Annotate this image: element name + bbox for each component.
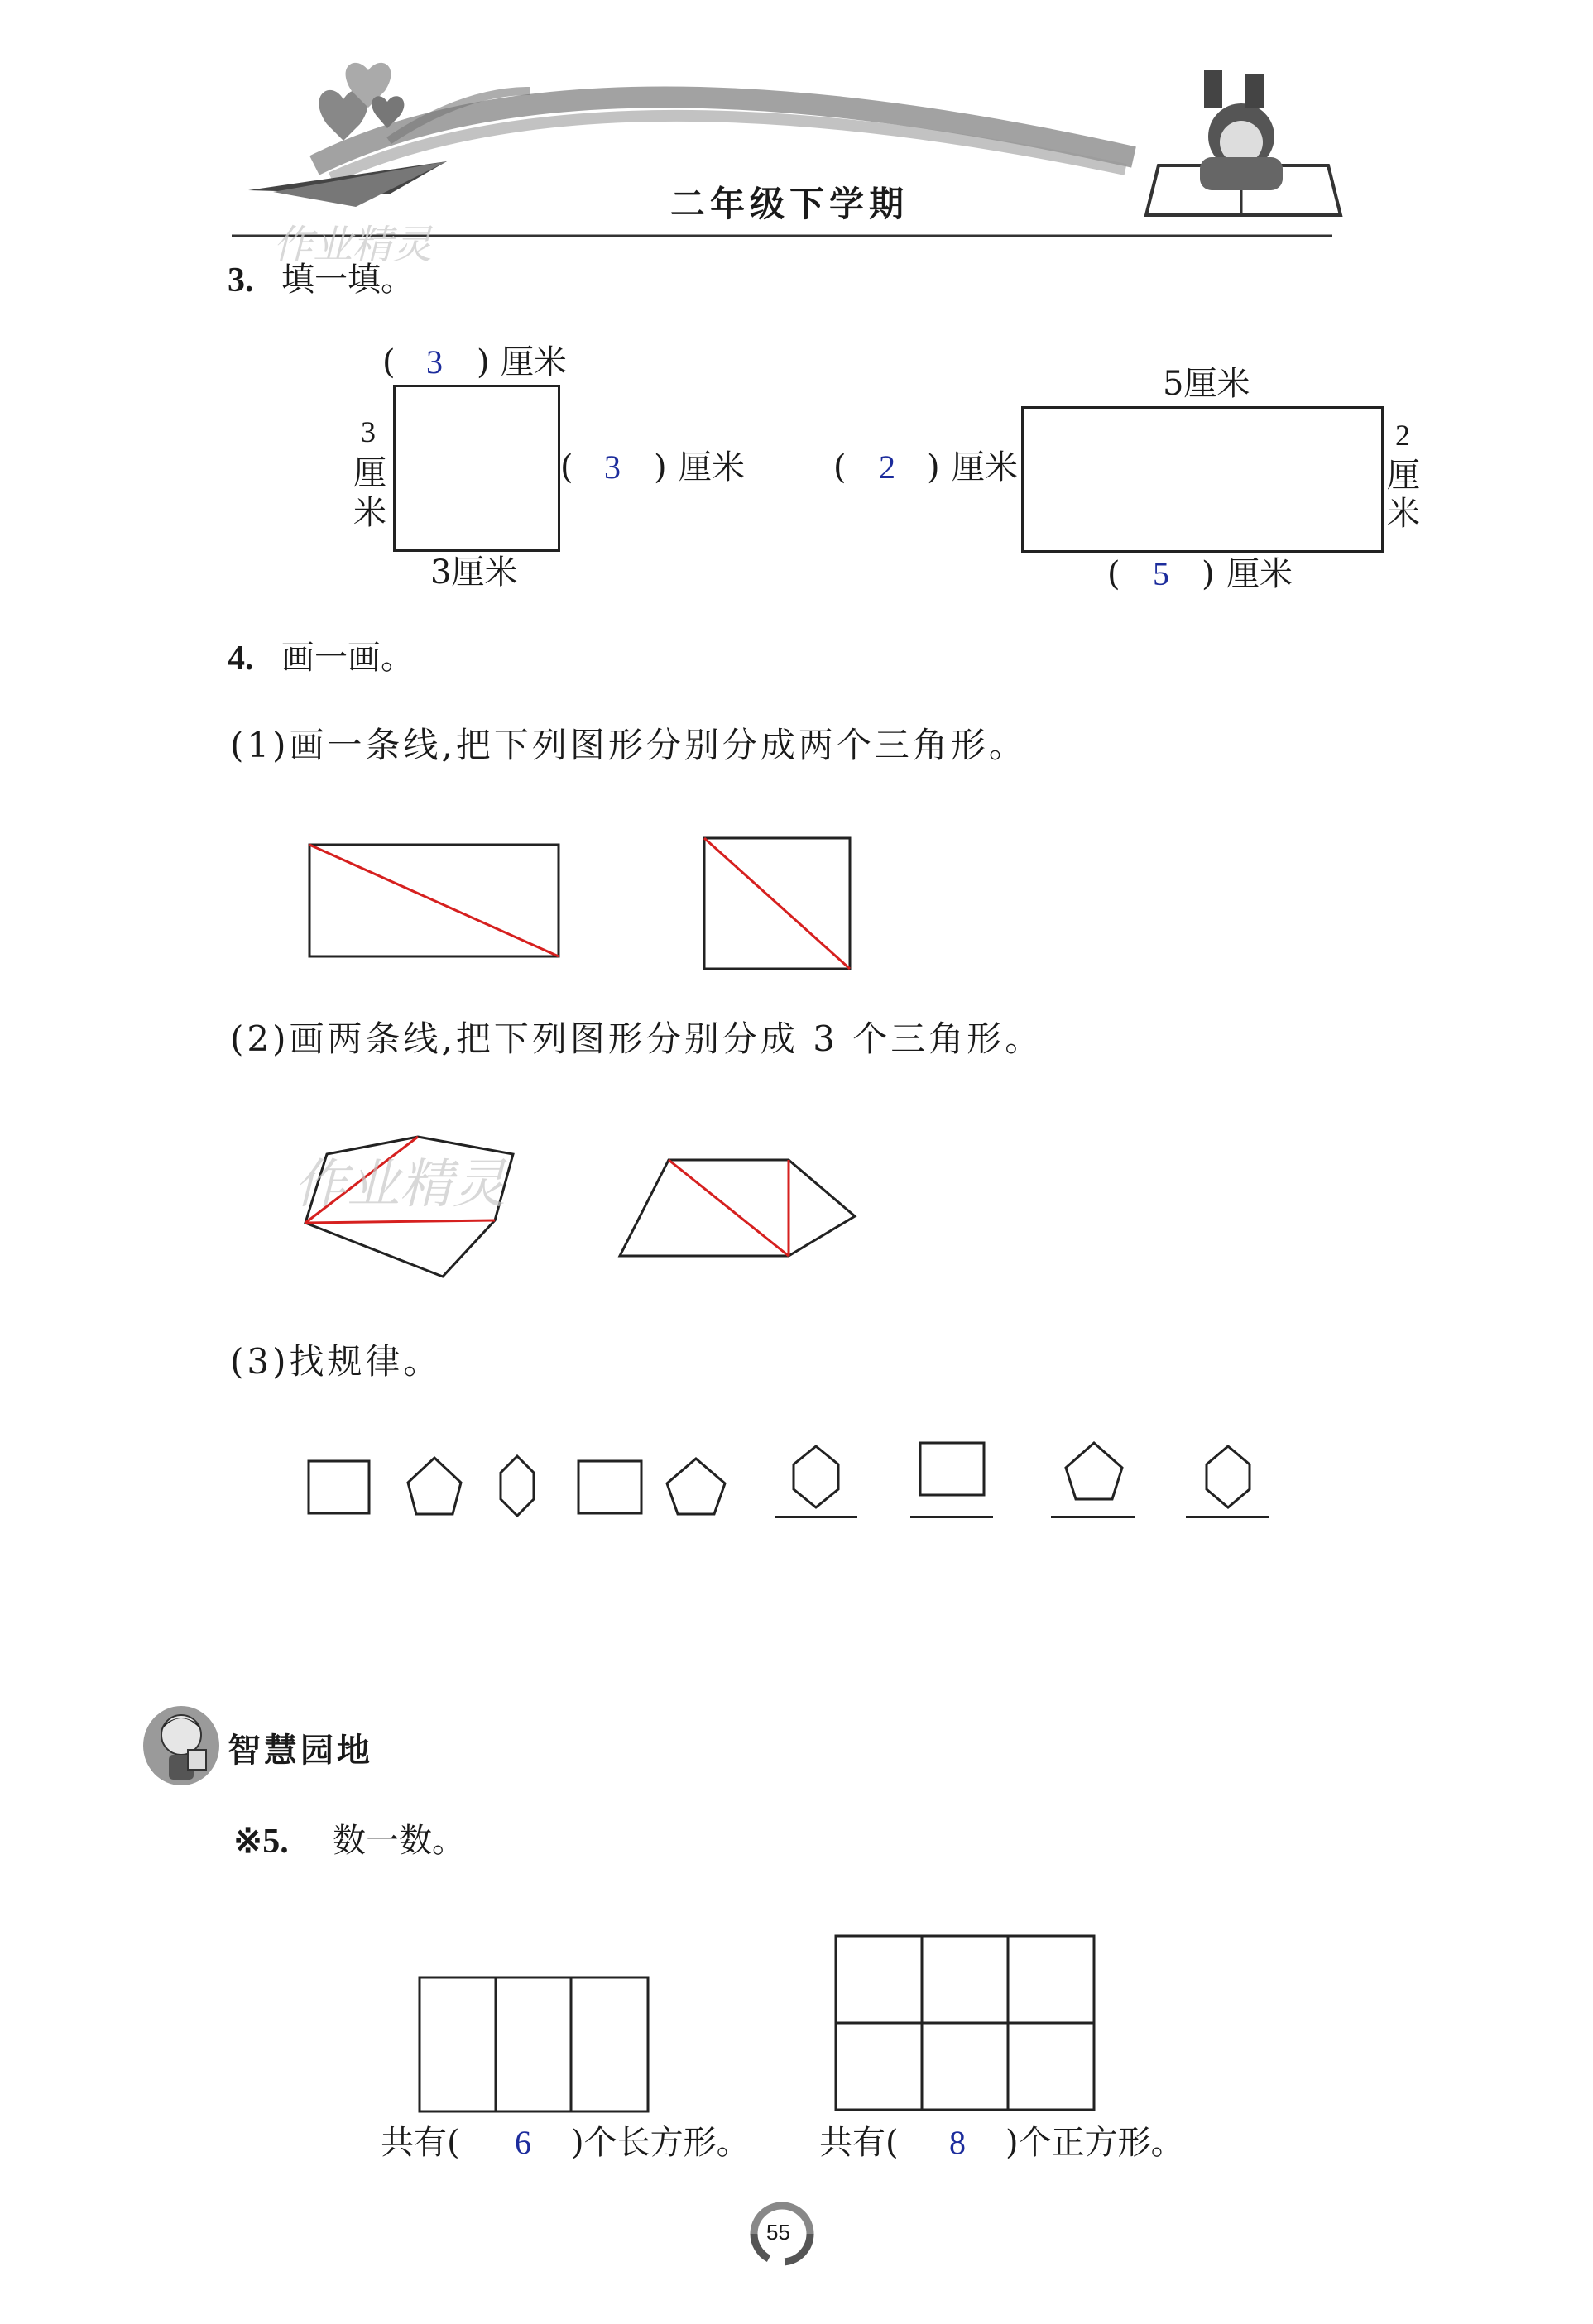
q4-label: 4. [228,640,254,678]
q5-left-suffix: )个长方形。 [571,2124,750,2162]
q3-rect-top: 5厘米 [1163,365,1250,403]
page-number-badge [739,2197,825,2271]
q3-rect-right-unit-2: 米 [1387,495,1420,533]
q5-left-answer: 6 [515,2124,531,2161]
q5-title: 数一数。 [333,1822,465,1860]
q3-square-right-answer: 3 [604,448,621,486]
q4-part1-instruction: (1)画一条线,把下列图形分别分成两个三角形。 [230,725,1027,765]
q3-rect-left-close: ) [927,448,940,486]
q3-rect-bottom-close: ) [1202,555,1215,593]
q4-part2-instruction: (2)画两条线,把下列图形分别分成 3 个三角形。 [230,1018,1044,1059]
q5-left-prefix: 共有( [381,2124,460,2162]
q3-rect-bottom-answer: 5 [1153,555,1169,592]
page-number: 55 [766,2220,790,2245]
q3-square-left-value: 3 [361,415,376,448]
q3-square-top-answer: 3 [426,343,443,381]
q3-rect-left-open: ( [833,448,847,486]
q3-rect-left-answer: 2 [879,448,895,486]
q3-square-top-unit: 厘米 [501,343,567,381]
q3-rect-bottom-open: ( [1107,555,1120,593]
q3-square-right-unit: 厘米 [679,448,745,486]
q5-left-outline [420,1977,648,2111]
section-title: 智慧园地 [228,1732,373,1770]
q3-square-left-unit-2: 米 [353,494,386,532]
q5-right-suffix: )个正方形。 [1005,2124,1184,2162]
q3-square-bottom: 3厘米 [430,553,518,592]
q3-rect-right-value: 2 [1395,419,1410,452]
q4-watermark: 作业精灵 [294,1154,506,1215]
q3-rect-left-unit: 厘米 [952,448,1018,486]
header-title: 二年级下学期 [670,184,909,224]
q3-rect-right-unit-1: 厘 [1387,457,1420,495]
q5-right-prefix: 共有( [819,2124,899,2162]
header-watermark: 作业精灵 [273,222,433,268]
q3-title: 填一填。 [281,261,414,299]
q3-label: 3. [228,261,254,299]
q3-square-right-close: ) [654,448,667,486]
q3-square-right-open: ( [560,448,573,486]
q4-title: 画一画。 [281,639,414,677]
q3-square-left-unit-1: 厘 [353,454,386,492]
q5-label: ※5. [233,1823,289,1861]
q5-right-answer: 8 [949,2124,966,2161]
q3-square-top-close: ) [477,343,490,381]
q4-part3-instruction: (3)找规律。 [230,1341,442,1382]
q3-square-top-open: ( [382,343,396,381]
q3-rect-bottom-unit: 厘米 [1226,555,1293,593]
